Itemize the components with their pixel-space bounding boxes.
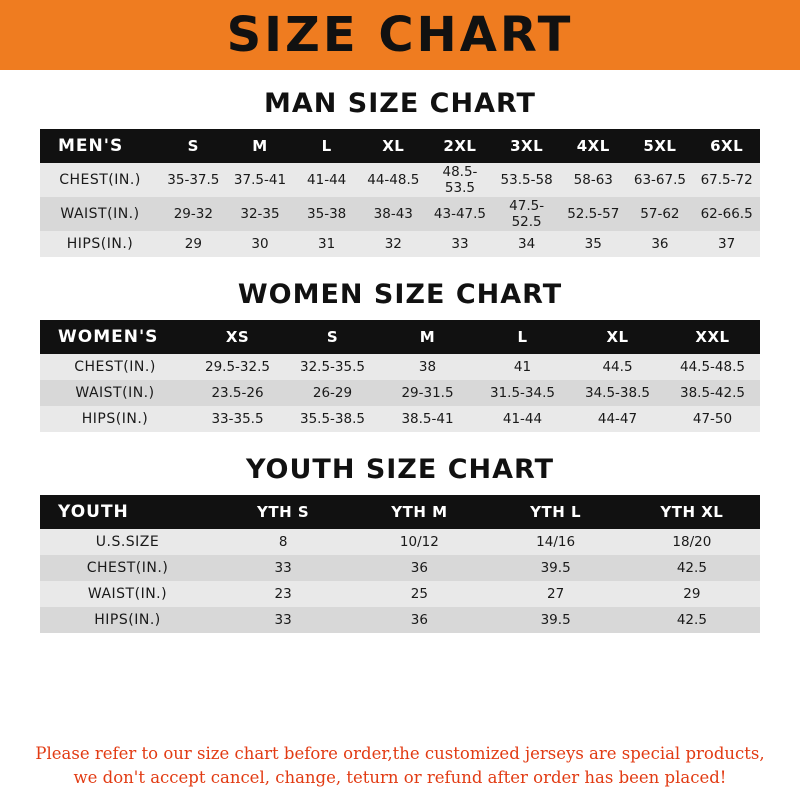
table-cell: 39.5 [540, 560, 571, 576]
table-cell: 44.5-48.5 [680, 359, 745, 375]
table-cell: 25 [410, 586, 428, 602]
column-header: 5XL [627, 129, 694, 163]
table-cell: 34.5-38.5 [585, 385, 650, 401]
table-cell: 32.5-35.5 [300, 359, 365, 375]
table-cell: 38-43 [373, 206, 413, 222]
table-cell: 26-29 [312, 385, 353, 401]
table-cell: 38 [418, 359, 437, 375]
row-label: WAIST(IN.) [75, 385, 155, 401]
table-cell: 42.5 [676, 560, 707, 576]
table-row [40, 555, 760, 581]
table-cell: 44.5 [602, 359, 633, 375]
table-cell: 10/12 [399, 534, 439, 550]
table-cell: 8 [278, 534, 288, 550]
table-cell: 31.5-34.5 [490, 385, 555, 401]
column-header: M [227, 129, 294, 163]
table-cell: 57-62 [640, 206, 680, 222]
table-cell: 29 [184, 236, 202, 252]
table-row [40, 529, 760, 555]
table-cell: 47.5-52.5 [509, 198, 545, 230]
header-banner [0, 0, 800, 70]
table-cell: 48.5-53.5 [442, 164, 478, 196]
table-cell: 42.5 [676, 612, 707, 628]
table-cell: 33 [274, 612, 292, 628]
table-cell: 35 [584, 236, 602, 252]
column-header: XL [570, 320, 665, 354]
women-size-chart-table [40, 320, 760, 432]
table-cell: 31 [318, 236, 336, 252]
column-header: M [380, 320, 475, 354]
table-row [40, 607, 760, 633]
column-header: YTH L [488, 495, 624, 529]
row-label: CHEST(IN.) [86, 560, 169, 576]
table-header-row [40, 320, 760, 354]
man-size-chart-table [40, 129, 760, 257]
table-row [40, 231, 760, 257]
column-header: YTH XL [624, 495, 760, 529]
table-cell: 30 [251, 236, 269, 252]
table-row [40, 581, 760, 607]
column-header: MEN'S [40, 129, 160, 163]
table-cell: 36 [410, 560, 428, 576]
table-cell: 37.5-41 [233, 172, 287, 188]
column-header: YTH S [215, 495, 351, 529]
youth-size-chart-table [40, 495, 760, 633]
table-row [40, 197, 760, 231]
table-cell: 44-48.5 [367, 172, 420, 188]
page-title: SIZE CHART [226, 7, 574, 63]
table-cell: 23 [274, 586, 292, 602]
table-row [40, 406, 760, 432]
row-label: WAIST(IN.) [60, 206, 140, 222]
table-cell: 39.5 [540, 612, 571, 628]
column-header: XS [190, 320, 285, 354]
table-header-row [40, 495, 760, 529]
table-cell: 29-31.5 [401, 385, 454, 401]
table-cell: 33 [451, 236, 469, 252]
table-cell: 32 [384, 236, 402, 252]
table-cell: 41-44 [307, 172, 347, 188]
man-size-chart-title: MAN SIZE CHART [264, 88, 536, 119]
column-header: WOMEN'S [40, 320, 190, 354]
table-cell: 53.5-58 [500, 172, 553, 188]
table-row [40, 354, 760, 380]
row-label: HIPS(IN.) [94, 612, 161, 628]
column-header: L [293, 129, 360, 163]
table-cell: 52.5-57 [567, 206, 620, 222]
table-cell: 37 [718, 236, 736, 252]
table-cell: 35-37.5 [167, 172, 220, 188]
row-label: U.S.SIZE [95, 534, 160, 550]
table-cell: 18/20 [672, 534, 712, 550]
table-cell: 33 [274, 560, 292, 576]
table-cell: 23.5-26 [211, 385, 264, 401]
column-header: YOUTH [40, 495, 215, 529]
column-header: 3XL [493, 129, 560, 163]
table-cell: 58-63 [573, 172, 613, 188]
youth-size-chart-title: YOUTH SIZE CHART [245, 454, 555, 485]
row-label: HIPS(IN.) [81, 411, 149, 427]
table-cell: 63-67.5 [633, 172, 686, 188]
column-header: XXL [665, 320, 760, 354]
table-cell: 36 [651, 236, 669, 252]
column-header: 2XL [427, 129, 494, 163]
column-header: YTH M [351, 495, 487, 529]
column-header: 4XL [560, 129, 627, 163]
table-cell: 47-50 [692, 411, 733, 427]
table-cell: 34 [518, 236, 536, 252]
table-cell: 44-47 [597, 411, 638, 427]
column-header: L [475, 320, 570, 354]
table-cell: 29-32 [173, 206, 213, 222]
footer-line-1: Please refer to our size chart before order,the customized jerseys are special products, [35, 744, 765, 764]
table-cell: 14/16 [536, 534, 576, 550]
table-row [40, 380, 760, 406]
table-cell: 29.5-32.5 [205, 359, 270, 375]
row-label: WAIST(IN.) [87, 586, 168, 602]
table-row [40, 163, 760, 197]
column-header: 6XL [693, 129, 760, 163]
table-cell: 62-66.5 [700, 206, 753, 222]
table-cell: 35-38 [307, 206, 347, 222]
footer-line-2: we don't accept cancel, change, teturn or refund after order has been placed! [73, 768, 727, 788]
column-header: S [160, 129, 227, 163]
table-cell: 41-44 [502, 411, 543, 427]
table-cell: 41 [513, 359, 532, 375]
women-size-chart-title: WOMEN SIZE CHART [237, 279, 563, 310]
column-header: XL [360, 129, 427, 163]
table-cell: 27 [547, 586, 565, 602]
table-cell: 36 [410, 612, 428, 628]
row-label: CHEST(IN.) [59, 172, 141, 188]
row-label: HIPS(IN.) [66, 236, 134, 252]
table-cell: 38.5-41 [401, 411, 454, 427]
table-cell: 67.5-72 [700, 172, 753, 188]
table-header-row [40, 129, 760, 163]
table-cell: 29 [683, 586, 701, 602]
footer-disclaimer [0, 742, 800, 790]
table-cell: 43-47.5 [433, 206, 486, 222]
table-cell: 32-35 [240, 206, 280, 222]
table-cell: 33-35.5 [211, 411, 264, 427]
row-label: CHEST(IN.) [74, 359, 156, 375]
column-header: S [285, 320, 380, 354]
table-cell: 38.5-42.5 [680, 385, 745, 401]
table-cell: 35.5-38.5 [300, 411, 365, 427]
